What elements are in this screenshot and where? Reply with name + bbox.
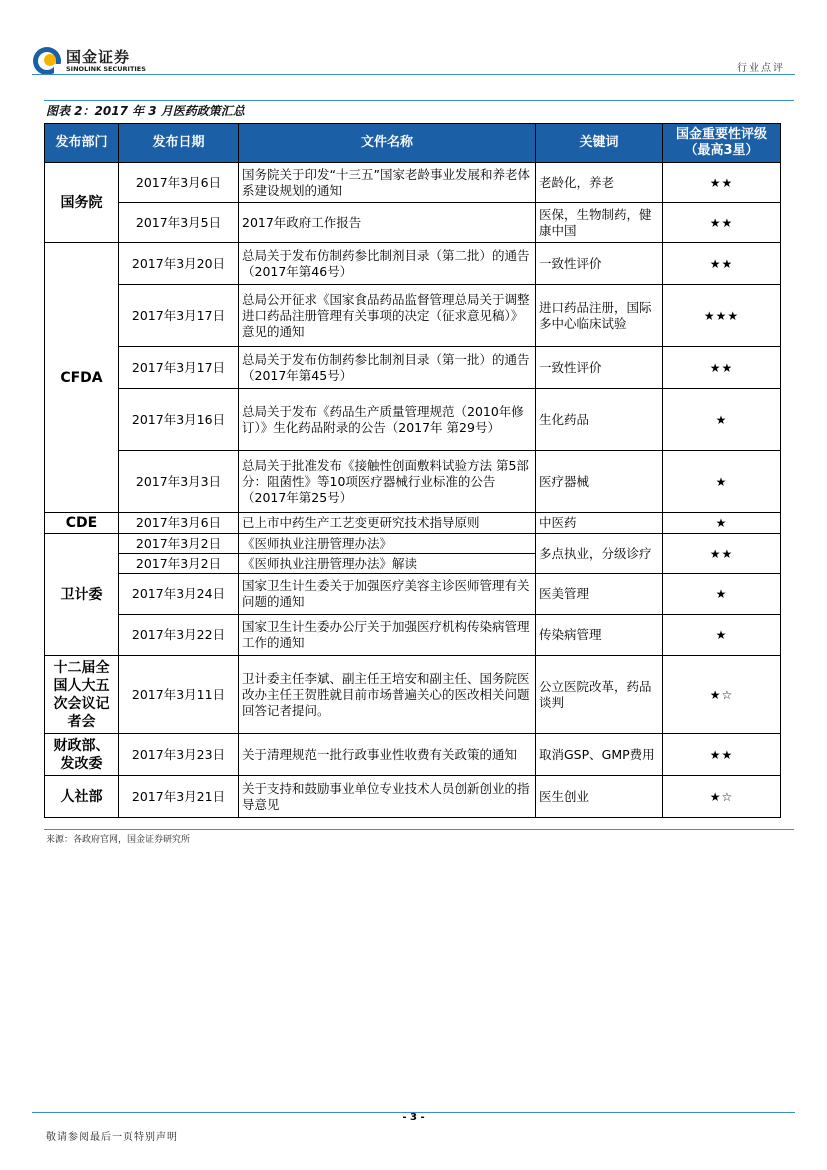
document-cell: 卫计委主任李斌、副主任王培安和副主任、国务院医改办主任王贺胜就目前市场普遍关心的医改相关问题回答记者提问。 <box>239 656 536 734</box>
table-row <box>45 534 781 554</box>
sinolink-logo-icon <box>32 46 62 76</box>
rating-cell: ★ <box>663 451 781 513</box>
table-row <box>45 451 781 513</box>
keyword-cell: 医生创业 <box>536 776 663 818</box>
date-cell: 2017年3月11日 <box>119 656 239 734</box>
rating-cell: ★★ <box>663 243 781 285</box>
date-cell: 2017年3月3日 <box>119 451 239 513</box>
keyword-cell: 公立医院改革，药品谈判 <box>536 656 663 734</box>
column-header-date: 发布日期 <box>119 124 239 163</box>
date-cell: 2017年3月21日 <box>119 776 239 818</box>
document-cell: 《医师执业注册管理办法》 <box>239 534 536 554</box>
date-cell: 2017年3月6日 <box>119 163 239 203</box>
date-cell: 2017年3月2日 <box>119 554 239 574</box>
column-header-keywords: 关键词 <box>536 124 663 163</box>
table-row <box>45 163 781 203</box>
rating-cell: ★☆ <box>663 776 781 818</box>
keyword-cell: 中医药 <box>536 513 663 534</box>
table-header-row <box>45 124 781 163</box>
figure-title: 图表 2：2017 年 3 月医药政策汇总 <box>46 104 245 118</box>
dept-cell: 国务院 <box>45 163 119 243</box>
rating-cell: ★★ <box>663 347 781 389</box>
table-row <box>45 574 781 615</box>
date-cell: 2017年3月20日 <box>119 243 239 285</box>
rating-cell: ★ <box>663 574 781 615</box>
document-cell: 总局关于发布仿制药参比制剂目录（第一批）的通告（2017年第45号） <box>239 347 536 389</box>
disclaimer-note: 敬请参阅最后一页特别声明 <box>46 1132 178 1143</box>
dept-cell: CDE <box>45 513 119 534</box>
date-cell: 2017年3月23日 <box>119 734 239 776</box>
date-cell: 2017年3月5日 <box>119 203 239 243</box>
column-header-rating: 国金重要性评级（最高3星） <box>663 124 781 163</box>
document-cell: 国家卫生计生委关于加强医疗美容主诊医师管理有关问题的通知 <box>239 574 536 615</box>
column-header-document: 文件名称 <box>239 124 536 163</box>
table-row <box>45 615 781 656</box>
rating-cell: ★ <box>663 513 781 534</box>
keyword-cell: 进口药品注册，国际多中心临床试验 <box>536 285 663 347</box>
company-logo <box>32 46 162 76</box>
figure-bottom-rule <box>44 829 794 830</box>
dept-cell: 卫计委 <box>45 534 119 656</box>
rating-cell: ★★ <box>663 203 781 243</box>
table-row <box>45 389 781 451</box>
keyword-cell: 传染病管理 <box>536 615 663 656</box>
rating-cell: ★★ <box>663 534 781 574</box>
source-note: 来源：各政府官网，国金证券研究所 <box>46 835 191 845</box>
logo-chinese-name: 国金证券 <box>66 48 131 66</box>
rating-cell: ★ <box>663 615 781 656</box>
table-row <box>45 776 781 818</box>
rating-cell: ★★ <box>663 734 781 776</box>
keyword-cell: 多点执业，分级诊疗 <box>536 534 663 574</box>
rating-cell: ★☆ <box>663 656 781 734</box>
dept-cell: CFDA <box>45 243 119 513</box>
document-cell: 关于清理规范一批行政事业性收费有关政策的通知 <box>239 734 536 776</box>
keyword-cell: 老龄化，养老 <box>536 163 663 203</box>
table-row <box>45 734 781 776</box>
document-cell: 总局关于批准发布《接触性创面敷料试验方法 第5部分：阻菌性》等10项医疗器械行业标准的公告（2017年第25号） <box>239 451 536 513</box>
date-cell: 2017年3月16日 <box>119 389 239 451</box>
date-cell: 2017年3月24日 <box>119 574 239 615</box>
document-cell: 总局关于发布《药品生产质量管理规范（2010年修订）》生化药品附录的公告（2017年 第29号） <box>239 389 536 451</box>
keyword-cell: 生化药品 <box>536 389 663 451</box>
document-cell: 国家卫生计生委办公厅关于加强医疗机构传染病管理工作的通知 <box>239 615 536 656</box>
document-cell: 2017年政府工作报告 <box>239 203 536 243</box>
rating-cell: ★★ <box>663 163 781 203</box>
keyword-cell: 医疗器械 <box>536 451 663 513</box>
date-cell: 2017年3月2日 <box>119 534 239 554</box>
table-row <box>45 285 781 347</box>
document-cell: 关于支持和鼓励事业单位专业技术人员创新创业的指导意见 <box>239 776 536 818</box>
header-divider <box>32 74 795 75</box>
dept-cell: 十二届全国人大五次会议记者会 <box>45 656 119 734</box>
date-cell: 2017年3月17日 <box>119 347 239 389</box>
rating-cell: ★★★ <box>663 285 781 347</box>
table-row <box>45 347 781 389</box>
document-cell: 已上市中药生产工艺变更研究技术指导原则 <box>239 513 536 534</box>
policy-summary-table <box>44 123 781 818</box>
figure-title-rule <box>44 100 794 101</box>
keyword-cell: 医美管理 <box>536 574 663 615</box>
table-row <box>45 656 781 734</box>
dept-cell: 财政部、发改委 <box>45 734 119 776</box>
table-row <box>45 203 781 243</box>
table-row <box>45 513 781 534</box>
keyword-cell: 取消GSP、GMP费用 <box>536 734 663 776</box>
keyword-cell: 一致性评价 <box>536 243 663 285</box>
keyword-cell: 一致性评价 <box>536 347 663 389</box>
keyword-cell: 医保，生物制药，健康中国 <box>536 203 663 243</box>
page-number: - 3 - <box>402 1112 425 1123</box>
document-cell: 总局公开征求《国家食品药品监督管理总局关于调整进口药品注册管理有关事项的决定（征求意见稿）》意见的通知 <box>239 285 536 347</box>
dept-cell: 人社部 <box>45 776 119 818</box>
rating-cell: ★ <box>663 389 781 451</box>
date-cell: 2017年3月6日 <box>119 513 239 534</box>
date-cell: 2017年3月17日 <box>119 285 239 347</box>
logo-english-name: SINOLINK SECURITIES <box>66 65 146 73</box>
table-row <box>45 243 781 285</box>
document-cell: 国务院关于印发“十三五”国家老龄事业发展和养老体系建设规划的通知 <box>239 163 536 203</box>
document-cell: 总局关于发布仿制药参比制剂目录（第二批）的通告（2017年第46号） <box>239 243 536 285</box>
document-cell: 《医师执业注册管理办法》解读 <box>239 554 536 574</box>
report-type-label: 行业点评 <box>737 63 785 74</box>
column-header-dept: 发布部门 <box>45 124 119 163</box>
date-cell: 2017年3月22日 <box>119 615 239 656</box>
